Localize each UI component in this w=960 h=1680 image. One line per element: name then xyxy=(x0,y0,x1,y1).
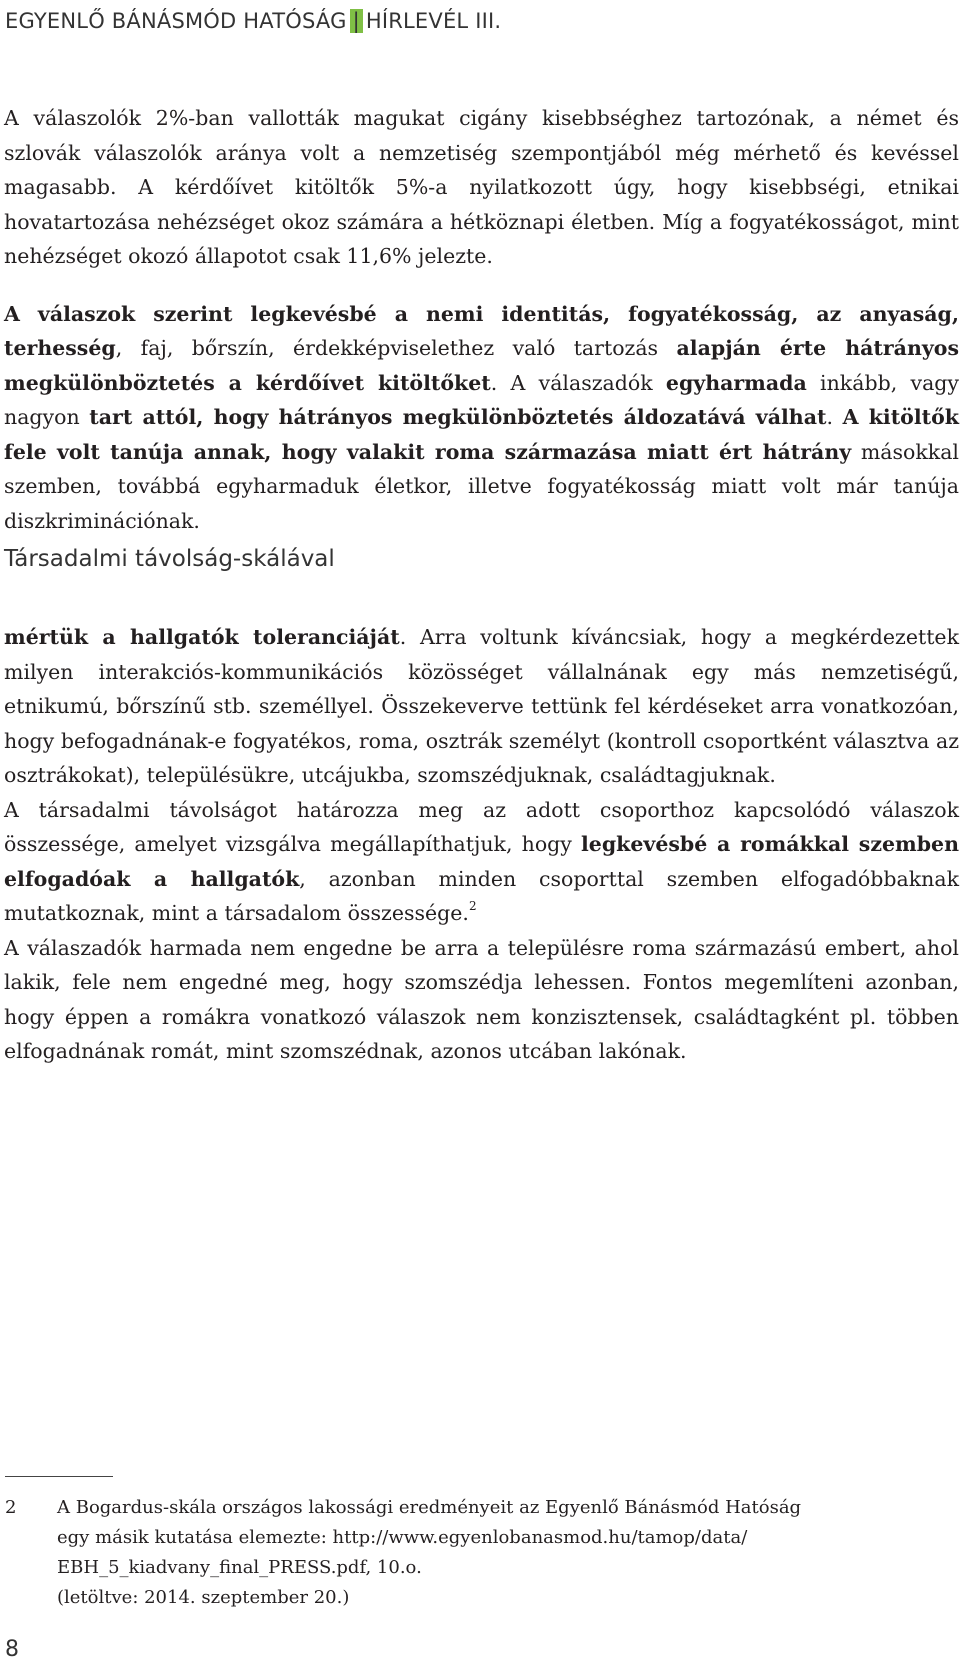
footnote-line: EBH_5_kiadvany_final_PRESS.pdf, 10.o. xyxy=(57,1557,422,1578)
page-number: 8 xyxy=(5,1637,19,1662)
bold-text: alapján érte hátrányos megkülönböztetés a kérdőívet kitöltőket xyxy=(4,336,959,395)
bold-text: egyharmada xyxy=(665,370,807,395)
footnote-number: 2 xyxy=(5,1497,17,1518)
header-issue: HÍRLEVÉL III. xyxy=(365,9,502,33)
text-run: , faj, bőrszín, érdekképviselethez való tartozás xyxy=(115,336,677,360)
footnote-reference[interactable]: 2 xyxy=(468,899,477,914)
paragraph-4 xyxy=(4,793,959,931)
footnote-divider xyxy=(5,1476,113,1477)
paragraph-3 xyxy=(4,620,959,793)
bold-text: A kitöltők fele volt tanúja annak, hogy valakit roma származása miatt ért hátrány xyxy=(4,405,959,464)
text-run: inkább, vagy nagyon xyxy=(4,370,959,429)
footnote-line: (letöltve: 2014. szeptember 20.) xyxy=(57,1587,350,1608)
footnote-line: A Bogardus-skála országos lakossági eredményeit az Egyenlő Bánásmód Hatóság xyxy=(57,1497,802,1518)
text-run: . Arra voltunk kíváncsiak, hogy a megkérdezettek milyen interakciós-kommunikációs közösséget vállalnának egy más nemzetiségű, etnikumú, bőrszínű stb. személlyel. Összekeverve tettünk fel kérdéseket arra vonatkozóan, hogy befogadnának-e fogyatékos, roma, osztrák személyt (kontroll csoportként választva az osztrákokat), településükre, utcájukba, szomszédjuknak, családtagjuknak. xyxy=(4,625,959,787)
paragraph-2 xyxy=(4,297,959,539)
article-body xyxy=(4,101,959,1069)
paragraph-1: A válaszolók 2%-ban vallották magukat cigány kisebbséghez tartozónak, a német és szlovák válaszolók aránya volt a nemzetiség szempontjából még mérhető és kevéssel magasabb. A kérdőívet kitöltők 5%-a nyilatkozott úgy, hogy kisebbségi, etnikai hovatartozása nehézséget okoz számára a hétköznapi életben. Míg a fogyatékosságot, mint nehézséget okozó állapotot csak 11,6% jelezte. xyxy=(4,106,959,268)
bold-text: mértük a hallgatók toleranciáját xyxy=(4,625,400,649)
text-run: , azonban minden csoporttal szemben elfogadóbbaknak mutatkoznak, mint a társadalom összessége. xyxy=(4,866,959,925)
text-run: másokkal szemben, továbbá egyharmaduk életkor, illetve fogyatékosság miatt volt már tanúja diszkriminációnak. xyxy=(4,439,959,533)
paragraph-5: A válaszadók harmada nem engedne be arra a településre roma származású embert, ahol lakik, fele nem engedné meg, hogy szomszédja lehessen. Fontos megemlíteni azonban, hogy éppen a romákra vonatkozó válaszok nem konzisztensek, családtagként pl. többen elfogadnának romát, mint szomszédnak, azonos utcában lakónak. xyxy=(4,935,959,1063)
text-run: A társadalmi távolságot határozza meg az adott csoporthoz kapcsolódó válaszok összessége, amelyet vizsgálva megállapíthatjuk, hogy xyxy=(4,797,959,856)
running-header xyxy=(5,9,501,33)
footnote-line: egy másik kutatása elemezte: http://www.egyenlobanasmod.hu/tamop/data/ xyxy=(57,1527,748,1548)
footnote xyxy=(5,1493,960,1613)
footnote-text xyxy=(57,1493,960,1613)
header-publisher: EGYENLŐ BÁNÁSMÓD HATÓSÁG xyxy=(5,9,347,33)
bold-text: legkevésbé a romákkal szemben elfogadóak a hallgatók xyxy=(4,832,959,891)
text-run: . A válaszadók xyxy=(490,370,666,395)
header-separator: | xyxy=(350,9,363,33)
bold-text: A válaszok szerint legkevésbé a nemi identitás, fogyatékosság, az anyaság, terhesség xyxy=(4,301,959,360)
text-run: . xyxy=(826,405,843,429)
section-subheading: Társadalmi távolság-skálával xyxy=(4,546,335,572)
bold-text: tart attól, hogy hátrányos megkülönböztetés áldozatává válhat xyxy=(89,405,827,429)
